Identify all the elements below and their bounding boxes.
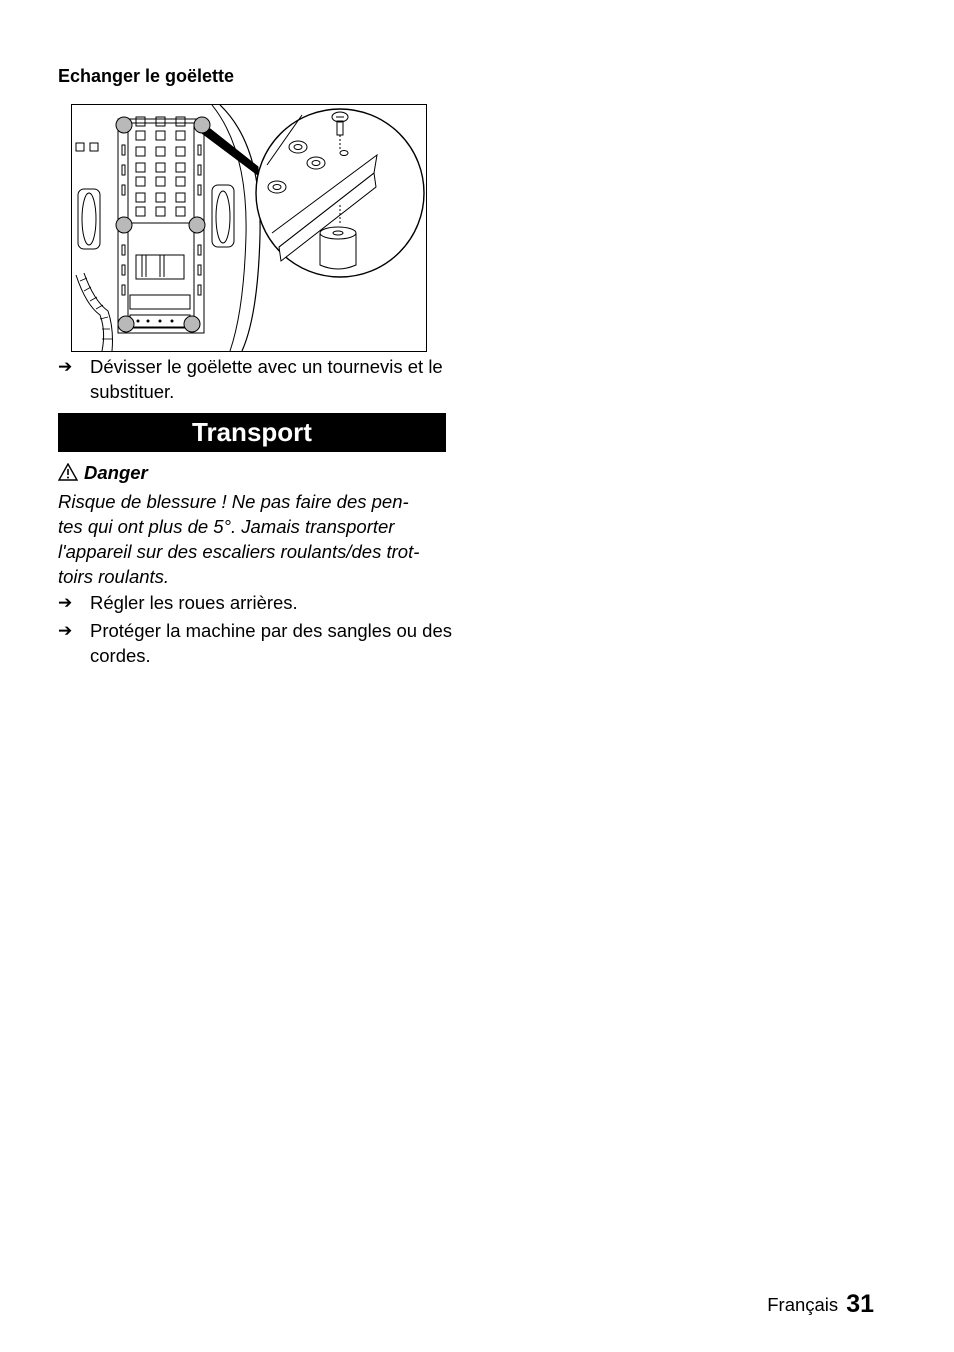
step-text: Régler les roues arrières. xyxy=(90,592,298,613)
step-secure-machine xyxy=(58,618,458,668)
warning-line: l'appareil sur des escaliers roulants/des trot- xyxy=(58,541,420,562)
transport-banner: Transport xyxy=(58,413,446,452)
arrow-right-icon: ➔ xyxy=(58,593,73,612)
machine-underside-illustration xyxy=(72,105,426,351)
illustration-figure xyxy=(71,104,427,352)
danger-heading xyxy=(58,462,148,484)
warning-line: Risque de blessure ! Ne pas faire des pen- xyxy=(58,491,409,512)
warning-line: tes qui ont plus de 5°. Jamais transporter xyxy=(58,516,395,537)
danger-label: Danger xyxy=(84,462,148,483)
page-number: 31 xyxy=(846,1290,874,1318)
warning-text xyxy=(58,489,458,589)
warning-triangle-icon xyxy=(58,463,78,481)
step-rear-wheels xyxy=(58,590,458,615)
warning-line: toirs roulants. xyxy=(58,566,170,587)
step-unscrew xyxy=(58,354,458,404)
section-heading: Echanger le goëlette xyxy=(58,66,235,86)
page-footer xyxy=(767,1290,874,1319)
arrow-right-icon: ➔ xyxy=(58,357,73,376)
arrow-right-icon: ➔ xyxy=(58,621,73,640)
step-text: Protéger la machine par des sangles ou des cordes. xyxy=(90,620,452,666)
step-text: Dévisser le goëlette avec un tournevis et le substituer. xyxy=(90,356,443,402)
footer-language: Français xyxy=(767,1294,839,1315)
